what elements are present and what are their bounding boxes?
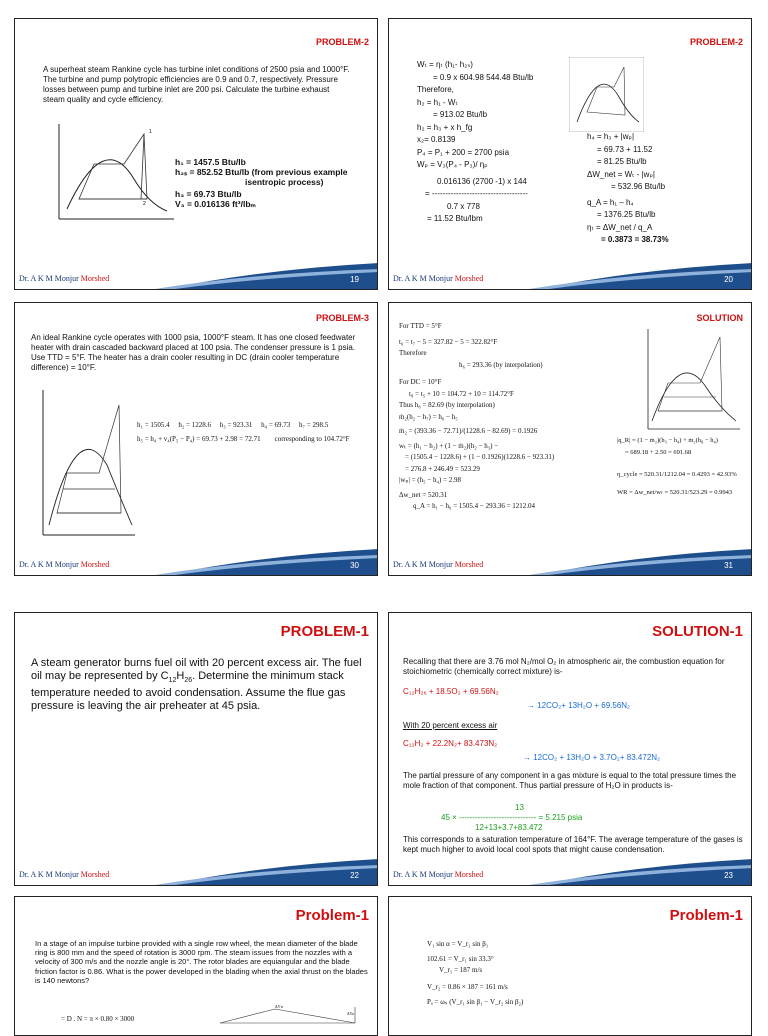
eq-h6: h₆ = 293.36 (by interpolation) [459, 360, 543, 369]
partial-text: The partial pressure of any component in a gas mixture is equal to the total pressure times the mole fraction of that component. Thus partial pressure of H₂O in products is- [403, 771, 737, 790]
frac-line: 45 × ----------------------------- = 5.215 psia [441, 813, 583, 822]
eq-wp-val: = 11.52 Btu/lbm [427, 214, 483, 223]
value-h1: h₁ = 1457.5 Btu/lb [175, 157, 246, 167]
eq-qa-val: = 1376.25 Btu/lb [597, 210, 656, 219]
fig-label-dvw: ΔVw [275, 1005, 284, 1009]
footer [15, 859, 377, 885]
eq-wnet: ΔW_net = Wₜ - |wₚ| [587, 169, 655, 179]
eq-eta: η_cycle = 520.31/1212.04 = 0.4293 = 42.93% [617, 471, 737, 478]
eq-therefore: Therefore, [417, 85, 454, 94]
page-number: 31 [724, 561, 733, 570]
value-h3: h₃ = 69.73 Btu/lb [175, 189, 242, 199]
left-column [399, 321, 649, 513]
problem-text: In a stage of an impulse turbine provided with a single row wheel, the mean diameter of the blade ring is 800 mm and the speed of rotation is 3000 rpm. The steam issues from the nozzles with a velocity of 300 m/s and the nozzle angle is 20°. The rotor blades are equiangular and the blade friction factor is 0.86. What is the power developed in the blading when the axial thrust on the blades is 140 newtons? [35, 939, 368, 985]
author: Dr. A K M Monjur Morshed [19, 870, 110, 879]
eq-qa: q_A = h₁ – h₄ [587, 197, 634, 207]
eq-h2: h₂ = h₁ - Wₜ [417, 97, 458, 107]
footer [15, 549, 377, 575]
slide-19 [14, 18, 378, 290]
frac-num: 13 [515, 803, 524, 812]
page-number: 30 [350, 561, 359, 570]
footer [15, 263, 377, 289]
page-number: 20 [724, 275, 733, 284]
eq-stoich-products: → 12CO₂+ 13H₂O + 69.56N₂ [527, 701, 631, 710]
eq-wp: |wₚ| = (h₅ − h₄) = 2.98 [399, 476, 461, 484]
eq-wnet: Δw_net = 520.31 [399, 490, 448, 499]
eq-wp: Wₚ = V₃(P₄ - P₃)/ ηₚ [417, 160, 488, 169]
footer [389, 549, 751, 575]
eq-h4-a: = 69.73 + 11.52 [597, 144, 653, 154]
frac-den: 12+13+3.7+83.472 [475, 823, 543, 832]
right-column [617, 435, 749, 499]
right-column [587, 131, 747, 247]
eq-wt-sub: = (1505.4 − 1228.6) + (1 − 0.1926)(1228.6 − 923.31) [405, 453, 555, 461]
eq-t8: t₈ = t₅ + 10 = 104.72 + 10 = 114.72°F [409, 389, 514, 398]
fig-label-dva: ΔVa [347, 1011, 354, 1016]
eq-excess-products: → 12CO₂ + 13H₂O + 3.7O₂+ 83.472N₂ [523, 753, 661, 762]
svg-text:1: 1 [149, 129, 152, 135]
author: Dr. A K M Monjur Morshed [393, 870, 484, 879]
eq-h4: h₄ = h₃ + |wₚ| [587, 132, 635, 141]
eq-frac-line: = ------------------------------------ [425, 189, 528, 198]
eq-m2: ṁ₂ = (393.36 − 72.71)/(1228.6 − 82.69) = 0.1926 [399, 427, 538, 435]
solution-lines [427, 939, 727, 1008]
problem-text: A steam generator burns fuel oil with 20 percent excess air. The fuel oil may be represented by $C_{12}H_{26}$. Determine the minimum stack temperature needed to avoid condensation. Assume the flue gas pressure is leaving the air preheater at 45 psia. [31, 657, 362, 713]
eq-wt-val: = 276.8 + 246.49 = 523.29 [405, 464, 480, 473]
eq-x2: x₂= 0.8139 [417, 135, 456, 144]
eq-qa: q_A = h₁ − h₆ = 1505.4 − 293.36 = 1212.04 [413, 502, 536, 510]
slide-title: PROBLEM-1 [280, 623, 369, 640]
author: Dr. A K M Monjur Morshed [393, 274, 484, 283]
value-h2s-note: isentropic process) [245, 177, 324, 187]
eq-h2-val: = 913.02 Btu/lb [433, 110, 488, 119]
slide-title: SOLUTION [696, 313, 743, 323]
eq-stoich-reactants: C₁₂H₂₆ + 18.5O₂ + 69.56N₂ [403, 687, 499, 696]
eq-wr: WR = Δw_net/wₜ = 520.31/523.29 = 0.9943 [617, 489, 733, 496]
eq-t6: t₆ = t₇ − 5 = 327.82 − 5 = 322.82°F [399, 337, 498, 346]
value-h2s: h₂ₛ = 852.52 Btu/lb (from previous example [175, 167, 348, 177]
eq-line-2: 102.61 = V_r₁ sin 33.3° [427, 955, 494, 963]
page-number: 22 [350, 871, 359, 880]
slide-22 [14, 612, 378, 886]
author: Dr. A K M Monjur Morshed [393, 560, 484, 569]
eq-frac-den: 0.7 x 778 [447, 201, 480, 211]
eq-eta: ηₜ = ΔW_net / q_A [587, 222, 653, 232]
eq-balance: ṁ₂(h₂ − h₇) = h₆ − h₅ [399, 412, 458, 421]
footer [389, 263, 751, 289]
eq-wt-val: = 0.9 x 604.98 544.48 Btu/lb [433, 72, 534, 82]
eq-wnet-val: = 532.96 Btu/lb [611, 182, 666, 191]
ts-diagram [37, 385, 137, 545]
eq-line-4: V_r₂ = 0.86 × 187 = 161 m/s [427, 983, 508, 991]
value-v3: V₃ = 0.016136 ft³/lbₘ [175, 199, 256, 209]
author: Dr. A K M Monjur Morshed [19, 274, 110, 283]
eq-qr-val: = 689.18 + 2.50 = 691.68 [625, 449, 692, 456]
figure-text: = D . N = π × 0.80 × 3000 [61, 1015, 135, 1023]
given-values [175, 157, 375, 209]
slide-20 [388, 18, 752, 290]
svg-text:2: 2 [143, 201, 146, 207]
eq-therefore: Therefore [399, 349, 427, 357]
eq-wt: Wₜ = ηₜ (h₁- h₂ₛ) [417, 60, 473, 69]
slide-title: PROBLEM-2 [315, 37, 369, 47]
slide-title: PROBLEM-2 [689, 37, 743, 47]
slide-title: PROBLEM-3 [315, 313, 369, 323]
eq-line-1: V₁ sin α = V_r₁ sin β₁ [427, 940, 489, 948]
slide-title: Problem-1 [295, 907, 369, 924]
slide-problem-1-solution [388, 896, 752, 1036]
eq-line-3: V_r₁ = 187 m/s [439, 966, 483, 974]
intro-text: Recalling that there are 3.76 mol N₂/mol O₂ in atmospheric air, the combustion equation for stoichiometric (chemically correct mixture) is- [403, 657, 725, 676]
eq-dc: For DC = 10°F [399, 378, 442, 386]
problem-text: An ideal Rankine cycle operates with 1000 psia, 1000°F steam. It has one closed feedwater heater with drain cascaded backward placed at 100 psia. The condenser pressure is 1 psia. Use TTD = 5°F. The heater has a drain cooler resulting in DC (drain cooler temperature difference) = 10°F. [31, 333, 356, 372]
eq-wt: wₜ = (h₁ − h₂) + (1 − ṁ₂)(h₂ − h₃) − [399, 441, 499, 450]
slide-23 [388, 612, 752, 886]
h-values-1: h₁ = 1505.4 h₂ = 1228.6 h₃ = 923.31 h₄ = 69.73 h₇ = 298.5 [137, 421, 329, 429]
ts-diagram [49, 119, 179, 229]
page-number: 19 [350, 275, 359, 284]
problem-text: A superheat steam Rankine cycle has turbine inlet conditions of 2500 psia and 1000°F. The turbine and pump polytropic efficiencies are 0.9 and 0.7, respectively. Pressure losses between pump and turbine inlet are 200 psi. Calculate the turbine exhaust steam quality and cycle efficiency. [43, 65, 350, 104]
conclusion-text: This corresponds to a saturation temperature of 164°F. The average temperature of the gases is kept much higher to avoid local cool spots that might cause condensation. [403, 835, 743, 854]
excess-heading: With 20 percent excess air [403, 721, 498, 730]
h-values-2: h₅ = h₄ + v₄(P₅ − P₄) = 69.73 + 2.98 = 72.71 corresponding to 104.72°F [137, 435, 350, 443]
slide-31 [388, 302, 752, 576]
eq-qr: |q_R| = (1 − ṁ₂)(h₃ − h₄) + ṁ₂(h₈ − h₄) [617, 437, 718, 444]
slide-problem-1-turbine [14, 896, 378, 1036]
left-column [417, 59, 587, 226]
ts-diagram [644, 325, 742, 435]
slide-title: Problem-1 [669, 907, 743, 924]
author: Dr. A K M Monjur Morshed [19, 560, 110, 569]
eq-h2b: h₂ = h₃ + x h_fg [417, 122, 473, 132]
eq-eta-val: = 0.3873 = 38.73% [601, 235, 669, 244]
eq-ttd: For TTD = 5°F [399, 322, 442, 330]
eq-line-5: Pₐ = ωₛ (V_r₁ sin β₁ − V_r₂ sin β₂) [427, 998, 524, 1006]
eq-p4: P₄ = P₁ + 200 = 2700 psia [417, 147, 510, 157]
page-number: 23 [724, 871, 733, 880]
slide-title: SOLUTION-1 [652, 623, 743, 640]
footer [389, 859, 751, 885]
eq-h4-b: = 81.25 Btu/lb [597, 157, 647, 166]
slide-30 [14, 302, 378, 576]
eq-h8: Thus h₈ = 82.69 (by interpolation) [399, 401, 495, 409]
eq-frac-num: 0.016136 (2700 -1) x 144 [437, 176, 527, 186]
eq-excess-reactants: C₁₂H₂ + 22.2N₂+ 83.473N₂ [403, 739, 498, 748]
